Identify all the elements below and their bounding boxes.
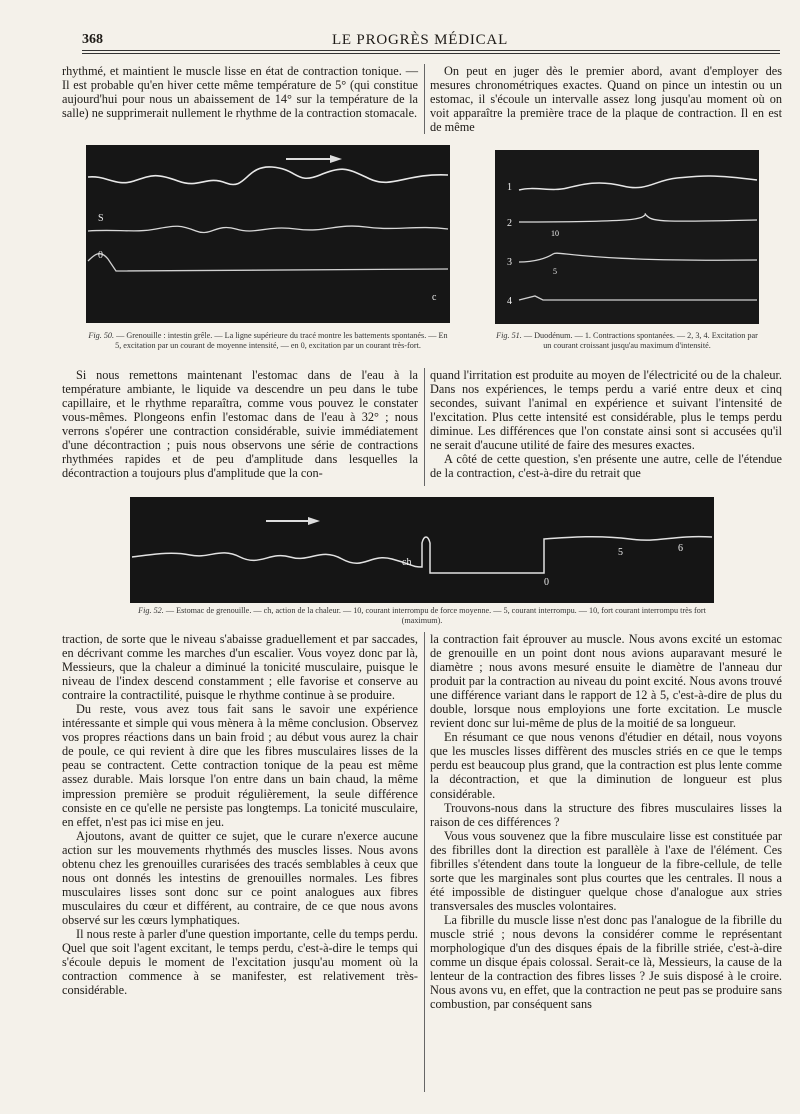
- bottom-right-column: [430, 632, 782, 1011]
- figure-51-tracing: [495, 150, 759, 324]
- figure-52-caption-text: — Estomac de grenouille. — ch, action de la chaleur. — 10, courant interrompu de force moyenne. — 5, courant interrompu. — 10, fort courant interrompu très fort (maximum).: [165, 606, 706, 625]
- paragraph: Du reste, vous avez tous fait sans le savoir une expérience intéressante et simple qui vous mènera à la même conclusion. Observez vos propres réactions dans un bain froid ; au début vous aurez la chair de poule, ce qui revient à dire que les fibres musculaires lisses de la peau se contractent. Cette contraction tonique de la peau est même assez durable. Mais lorsque l'on entre dans un bain chaud, la même impression première se produit régulièrement, la seule différence consiste en ce qu'elle ne persiste pas longtemps. La tonicité musculaire, en effet, n'est pas ici mise en jeu.: [62, 702, 418, 829]
- paragraph: Ajoutons, avant de quitter ce sujet, que le curare n'exerce aucune action sur les mouvements rhythmés des muscles lisses. Nous avons obtenu chez les grenouilles curarisées des tracés semblables à ceux que nous ont donnés les intestins de grenouilles normales. Les fibres musculaires lisses sont donc sur ce point analogues aux fibres musculaires du cœur et différent, au contraire, de ce que nous avons observé sur les cœurs lymphatiques.: [62, 828, 418, 927]
- figure-51-svg: [495, 150, 759, 324]
- column-divider: [424, 368, 425, 486]
- fig52-label-ch: ch: [402, 557, 412, 568]
- top-right-column: [430, 64, 782, 134]
- paragraph: A côté de cette question, s'en présente une autre, celle de l'étendue de la contraction, c'est-à-dire du retrait que: [430, 452, 782, 481]
- figure-52-tracing: [130, 497, 714, 603]
- paragraph: Vous vous souvenez que la fibre musculaire lisse est constituée par des fibrilles dont la direction est parallèle à l'axe de l'élément. Ces fibrilles s'étendent dans toute la longueur de la fibre-cellule, de telle sorte que les marginales sont plus courtes que les centrales. Il nous a été impossible de distinguer quelque chose d'analogue aux stries transversales des muscles volontaires.: [430, 828, 782, 913]
- paragraph: quand l'irritation est produite au moyen de l'électricité ou de la chaleur. Dans nos expériences, le temps perdu a varié entre deux et cinq secondes, suivant l'animal en expérience et suivant l'intensité de l'excitation. Plus cette intensité est considérable, plus le temps perdu diminue. Les différences que l'on constate ainsi sont si accusées qu'il ne serait d'aucune utilité de faire des mesures exactes.: [430, 368, 782, 453]
- figure-51-caption: [495, 331, 759, 351]
- page-number: 368: [82, 32, 103, 47]
- fig52-label-6: 6: [678, 543, 683, 554]
- figure-50-svg: [86, 145, 450, 323]
- fig51-label-4: 4: [507, 296, 512, 307]
- figure-51-number: Fig. 51.: [496, 331, 522, 340]
- running-head: [60, 28, 780, 50]
- figure-52-number: Fig. 52.: [138, 606, 164, 615]
- figure-52-svg: [130, 497, 714, 603]
- fig51-label-3: 3: [507, 257, 512, 268]
- bottom-left-column: [62, 632, 418, 997]
- paragraph: En résumant ce que nous venons d'étudier en détail, nous voyons que les muscles lisses diffèrent des muscles striés en ce que le temps perdu est beaucoup plus grand, que la contraction est plus lente comme la décontraction, et que la diminution de longueur est plus considérable.: [430, 730, 782, 801]
- paragraph: Trouvons-nous dans la structure des fibres musculaires lisses la raison de ces différences ?: [430, 800, 782, 829]
- figure-50-caption-text: — Grenouille : intestin grêle. — La ligne supérieure du tracé montre les battements spontanés. — En 5, excitation par un courant de moyenne intensité, — en 0, excitation par un courant très-fort.: [115, 331, 448, 350]
- paragraph: La fibrille du muscle lisse n'est donc pas l'analogue de la fibrille du muscle strié ; nous devons la considérer comme le représentant morphologique d'un des disques épais de la fibrille striée, c'est-à-dire comme un disque épais colossal. Serait-ce là, Messieurs, la cause de la lenteur de la contraction des fibres lisses ? Je suis disposé à le croire. Nous avons vu, en effet, que la contraction ne peut pas se produire sans combustion, par conséquent sans: [430, 912, 782, 1012]
- figure-50-tracing: [86, 145, 450, 323]
- paragraph: la contraction fait éprouver au muscle. Nous avons excité un estomac de grenouille en un point dont nous avions auparavant mesuré le diamètre ; nous avons mesuré ensuite le diamètre de l'anneau dur produit par la contraction au niveau du point excité. Nous avons trouvé une différence variant dans le rapport de 12 à 5, c'est-à-dire de plus du double, lorsque nous employions une forte excitation. Le muscle revient donc sur lui-même de plus de la moitié de sa longueur.: [430, 632, 782, 731]
- journal-title: LE PROGRÈS MÉDICAL: [331, 32, 509, 48]
- column-divider: [424, 64, 425, 134]
- figure-50-caption: [86, 331, 450, 351]
- paragraph: rhythmé, et maintient le muscle lisse en état de contraction tonique. — Il est probable qu'en hiver cette même température de 5° (qui constitue aujourd'hui pour nous un abaissement de 14° sur la température de la salle) ne supprimerait nullement le rhythme de la contraction stomacale.: [62, 64, 418, 121]
- figure-51-caption-text: — Duodénum. — 1. Contractions spontanées. — 2, 3, 4. Excitation par un courant croissant jusqu'au maximum d'intensité.: [523, 331, 758, 350]
- paragraph: Si nous remettons maintenant l'estomac dans de l'eau à la température ambiante, le liquide va descendre un peu dans le tube capillaire, et le rhythme reparaîtra, comme vous pouvez le constater vous-mêmes. Plongeons enfin l'estomac dans de l'eau à 32° ; nous verrons s'opérer une contraction considérable, suivie immédiatement d'une décontraction ; puis nous observons une série de contractions rhythmées rapides et de peu d'amplitude dans lesquelles la décontraction a toujours plus d'amplitude que la con-: [62, 368, 418, 481]
- fig50-label-c: c: [432, 292, 437, 303]
- paragraph: Il nous reste à parler d'une question importante, celle du temps perdu. Quel que soit l'agent excitant, le temps perdu, c'est-à-dire le temps qui s'écoule depuis le moment de l'excitation jusqu'au moment où la contraction commence à se manifester, est relativement très-considérable.: [62, 926, 418, 998]
- paragraph: traction, de sorte que le niveau s'abaisse graduellement et par saccades, en décrivant comme les marches d'un escalier. Vous voyez donc par là, Messieurs, que la chaleur a diminué la tonicité musculaire, puisque le niveau de l'index descend constamment ; elle favorise et conserve au contraire la contractilité, puisque le rhythme continue à se produire.: [62, 632, 418, 703]
- top-left-column: [62, 64, 418, 120]
- fig50-label-S: S: [98, 213, 104, 224]
- fig51-label-1: 1: [507, 182, 512, 193]
- middle-right-column: [430, 368, 782, 480]
- fig52-label-0: 0: [544, 577, 549, 588]
- middle-left-column: [62, 368, 418, 480]
- fig51-label-5: 5: [553, 267, 557, 276]
- paragraph: On peut en juger dès le premier abord, avant d'employer des mesures chronométriques exactes. Quand on pince un intestin ou un estomac, il s'écoule un intervalle assez long jusqu'au moment où on voit apparaître la première trace de la plaque de contraction. Il en est de même: [430, 64, 782, 135]
- fig51-label-2: 2: [507, 218, 512, 229]
- figure-52-caption: [130, 606, 714, 626]
- column-divider: [424, 632, 425, 1092]
- figure-50-number: Fig. 50.: [88, 331, 115, 340]
- fig52-label-5: 5: [618, 547, 623, 558]
- header-rule: [82, 50, 780, 51]
- header-rule-double: [82, 53, 780, 54]
- fig50-label-0: 0: [98, 250, 103, 261]
- fig51-label-10: 10: [551, 229, 559, 238]
